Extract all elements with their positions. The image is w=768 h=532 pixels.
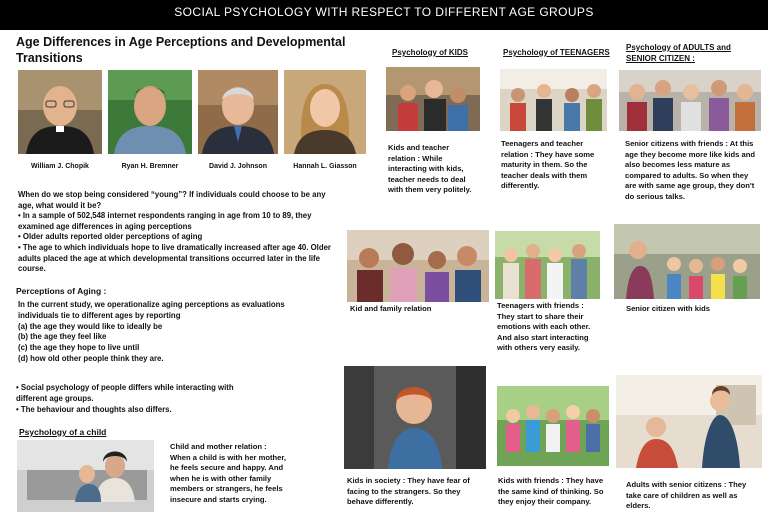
perception-item: (d) how old other people think they are. (18, 353, 164, 363)
teens-heading: Psychology of TEENAGERS (503, 48, 610, 57)
intro-bullet: • Older adults reported older perceptions of aging (18, 232, 203, 242)
author-name: Hannah L. Giasson (293, 163, 357, 170)
kid-family-photo (347, 230, 489, 302)
page-banner: SOCIAL PSYCHOLOGY WITH RESPECT TO DIFFERENT AGE GROUPS (0, 0, 768, 30)
senior-kids-photo (614, 224, 760, 299)
kids-friends-caption: Kids with friends : They have the same kind of thinking. So they enjoy their company. (498, 476, 604, 506)
page-title: Age Differences in Age Perceptions and Developmental Transitions (16, 35, 346, 65)
intro-bullet: • The age to which individuals hope to live dramatically increased after age 40. Older adults placed the age at which developmental transitions occurred later in the life course. (18, 242, 331, 274)
perception-item: (b) the age they feel like (18, 332, 107, 342)
author-photo-giasson (284, 70, 366, 154)
perceptions-intro: In the current study, we operationalize aging perceptions as evaluations individuals tie to different ages by reporting (18, 300, 285, 320)
kids-society-photo (344, 366, 486, 469)
author-name: Ryan H. Bremner (121, 163, 179, 170)
kids-friends-photo (497, 386, 609, 466)
perception-item: (c) the age they hope to live until (18, 343, 140, 353)
teens-friends-caption: Teenagers with friends : They start to share their emotions with each other. And also start interacting with others very easily. (497, 301, 591, 352)
author-name: William J. Chopik (31, 163, 89, 170)
intro-block (18, 190, 336, 275)
adults-seniors-caption: Adults with senior citizens : They take care of children as well as elders. (626, 480, 747, 510)
author-photo-chopik (18, 70, 102, 154)
child-mother-caption: Child and mother relation : When a child is with her mother, he feels secure and happy. And when he is with other family members or strangers, he feels insecure and starts crying. (170, 442, 287, 504)
teens-friends-photo (495, 231, 600, 299)
senior-kids-caption: Senior citizen with kids (626, 304, 710, 313)
perceptions-block (18, 300, 318, 365)
kids-society-caption: Kids in society : They have fear of facing to the strangers. So they behave differently. (347, 476, 470, 506)
perceptions-heading: Perceptions of Aging : (16, 286, 107, 296)
teens-teacher-photo (500, 69, 607, 131)
senior-friends-caption: Senior citizens with friends : At this age they become more like kids and also becomes less mature as compared to adults. So when they are with same age group, they don't do serious talks. (625, 139, 755, 201)
social-block (16, 383, 266, 415)
adults-seniors-photo (616, 375, 762, 468)
intro-bullet: • In a sample of 502,548 internet respondents ranging in age from 10 to 89, they examined age differences in aging perceptions (18, 211, 312, 231)
kids-teacher-photo (386, 67, 480, 131)
kids-heading: Psychology of KIDS (392, 48, 469, 57)
child-heading: Psychology of a child (19, 427, 107, 437)
author-photo-johnson (198, 70, 278, 154)
child-mother-photo (17, 440, 154, 512)
kids-teacher-caption: Kids and teacher relation : While interacting with kids, teacher needs to deal with them very politely. (388, 143, 472, 194)
banner-divider (0, 30, 768, 32)
teens-teacher-caption: Teenagers and teacher relation : They have some maturity in them. So the teacher deals with them differently. (501, 139, 595, 190)
social-bullet: • Social psychology of people differs while interacting with different age groups. (16, 383, 234, 403)
perception-item: (a) the age they would like to ideally be (18, 321, 163, 331)
author-name: David J. Johnson (209, 163, 267, 170)
social-bullet: • The behaviour and thoughts also differs. (16, 404, 172, 414)
adults-heading: Psychology of ADULTS and SENIOR CITIZEN : (626, 43, 731, 63)
author-photo-bremner (108, 70, 192, 154)
intro-question: When do we stop being considered “young”? If individuals could choose to be any age, what would it be? (18, 190, 326, 210)
senior-friends-photo (619, 70, 761, 131)
kid-family-caption: Kid and family relation (350, 304, 432, 313)
